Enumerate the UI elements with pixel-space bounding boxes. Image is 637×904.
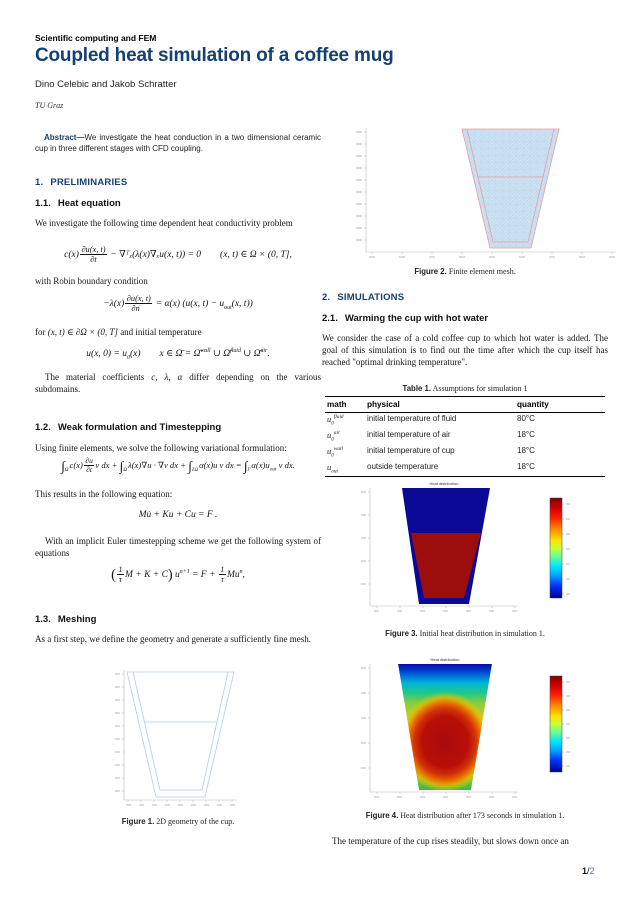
fig4-temperature-field bbox=[398, 664, 492, 792]
authors: Dino Celebic and Jakob Schratter bbox=[35, 79, 177, 90]
col-header-math: math bbox=[325, 397, 365, 413]
figure4-caption: Figure 4. Heat distribution after 173 seconds in simulation 1. bbox=[365, 811, 565, 820]
cell-math: $u_0^{fluid}$ bbox=[327, 414, 344, 427]
page-number: 1/2 bbox=[582, 866, 595, 876]
cell-quantity: 18°C bbox=[517, 429, 535, 439]
section-1-1-heading: 1.1. Heat equation bbox=[35, 198, 121, 209]
equation-heat: c(x) $\frac{\partial u(x, t)}{\partial t}$ − ∇ᵀₓ(λ(x)∇ₓu(x, t)) = 0 (x, t) ∈ Ω × (0, T], bbox=[64, 245, 292, 265]
col-header-physical: physical bbox=[365, 397, 515, 413]
equation-robin: −λ(x) $\frac{\partial u(x, t)}{\partial n⃗}$ = α(x) (u(x, $t) - u_{out}(x$, t)) bbox=[103, 294, 253, 314]
series-eyebrow: Scientific computing and FEM bbox=[35, 33, 157, 43]
paragraph-simulation1: We consider the case of a cold coffee cup to which hot water is added. The goal of this simulation is to find out the time after which the cup itself has reached "optimal drinking temperature". bbox=[322, 333, 608, 367]
paragraph-euler: With an implicit Euler timestepping scheme we get the following system of equations bbox=[35, 536, 321, 558]
fig3-colorbar bbox=[550, 498, 570, 598]
table-row bbox=[325, 444, 605, 460]
paragraph-material: The material coefficients c, λ, α differ depending on the various subdomains. bbox=[35, 372, 321, 394]
fig3-plot-title: Heat distribution bbox=[429, 481, 459, 486]
section-1-2-heading: 1.2. Weak formulation and Timestepping bbox=[35, 422, 222, 433]
fig1-cup-geometry bbox=[127, 672, 234, 797]
figure2-caption: Figure 2. Finite element mesh. bbox=[414, 267, 516, 276]
paragraph-robin: with Robin boundary condition bbox=[35, 276, 148, 286]
section-2-1-heading: 2.1. Warming the cup with hot water bbox=[322, 313, 489, 324]
section-1-3-heading: 1.3. Meshing bbox=[35, 614, 97, 625]
cup-outer-outline bbox=[127, 672, 234, 797]
cup-inner-wall-outline bbox=[133, 672, 228, 790]
section-2-heading: 2. SIMULATIONS bbox=[322, 292, 405, 303]
figure1-caption: Figure 1. 2D geometry of the cup. bbox=[121, 817, 235, 826]
section-1-heading: 1. PRELIMINARIES bbox=[35, 177, 128, 188]
paragraph-meshing: As a first step, we define the geometry and generate a sufficiently fine mesh. bbox=[35, 634, 311, 644]
mesh-region-fill bbox=[462, 129, 559, 248]
cell-math: $u_0^{wall}$ bbox=[327, 445, 343, 459]
table1-caption: Table 1. Assumptions for simulation 1 bbox=[402, 384, 528, 393]
figure1-geometry-plot bbox=[110, 666, 240, 811]
affiliation: TU Graz bbox=[35, 101, 64, 110]
cell-quantity: 18°C bbox=[517, 445, 535, 455]
paragraph-weak-form: Using finite elements, we solve the following variational formulation: bbox=[35, 443, 287, 453]
cell-quantity: 80°C bbox=[517, 414, 535, 424]
assumptions-table bbox=[325, 396, 605, 477]
abstract-text: We investigate the heat conduction in a two dimensional ceramic cup in three different stages with CFD coupling. bbox=[35, 133, 321, 153]
cell-physical: outside temperature bbox=[367, 461, 439, 471]
table-header-row bbox=[325, 397, 605, 413]
paper-title: Coupled heat simulation of a coffee mug bbox=[35, 45, 394, 66]
table-row bbox=[325, 412, 605, 428]
paragraph-heat-problem: We investigate the following time dependent heat conductivity problem bbox=[35, 218, 293, 228]
fig4-plot-title: Heat distribution bbox=[430, 657, 460, 662]
cell-quantity: 18°C bbox=[517, 461, 535, 471]
paragraph-initial-temp: for (x, t) ∈ ∂Ω × (0, T] and initial temperature bbox=[35, 327, 202, 337]
equation-initial: u(x, $0) = u_0(x)$ x ∈ Ω̄ = Ω̄$^{wall}$ ∪ Ω̄$^{fluid}$ ∪ Ω̄$^{air}$. bbox=[86, 348, 270, 362]
cell-math: $u_{out}$ bbox=[327, 461, 338, 475]
figure4-heat-plot bbox=[322, 652, 608, 808]
table-row bbox=[325, 460, 605, 476]
abstract-label: Abstract— bbox=[44, 133, 85, 142]
fig1-axes bbox=[115, 670, 236, 805]
equation-euler-system: ( $\frac{1}{\tau}$ M + K + C) $u^{n+1} = F$ + $\frac{1}{\tau}$ Mu$^n$, bbox=[111, 565, 245, 585]
cell-math: $u_0^{air}$ bbox=[327, 429, 341, 443]
table-row bbox=[325, 428, 605, 444]
figure3-caption: Figure 3. Initial heat distribution in simulation 1. bbox=[385, 629, 545, 638]
equation-ode: Mu̇ + Ku + Cu = F . bbox=[138, 510, 218, 520]
equation-variational: $\int_\Omega c(x)$ $\frac{\partial u}{\partial t}$ v dx + $\int_\Omega\lambda(x)\nabla u \cdot \nabla v$ dx + $\int_{\partial\Omega}\alpha(x)u$ v dx = $\int_\Gamma\alpha(x)u_{out}$ v dx. bbox=[61, 456, 295, 475]
col-header-quantity: quantity bbox=[515, 397, 605, 413]
paragraph-results: This results in the following equation: bbox=[35, 489, 173, 499]
cell-physical: initial temperature of fluid bbox=[367, 414, 457, 424]
cell-physical: initial temperature of air bbox=[367, 429, 451, 439]
abstract bbox=[35, 133, 321, 155]
figure3-heat-plot bbox=[322, 478, 608, 626]
paragraph-temperature-rises: The temperature of the cup rises steadily, but slows down once an bbox=[332, 836, 569, 846]
figure2-mesh-plot bbox=[352, 124, 622, 262]
fig4-colorbar bbox=[550, 676, 570, 772]
cell-physical: initial temperature of cup bbox=[367, 445, 455, 455]
